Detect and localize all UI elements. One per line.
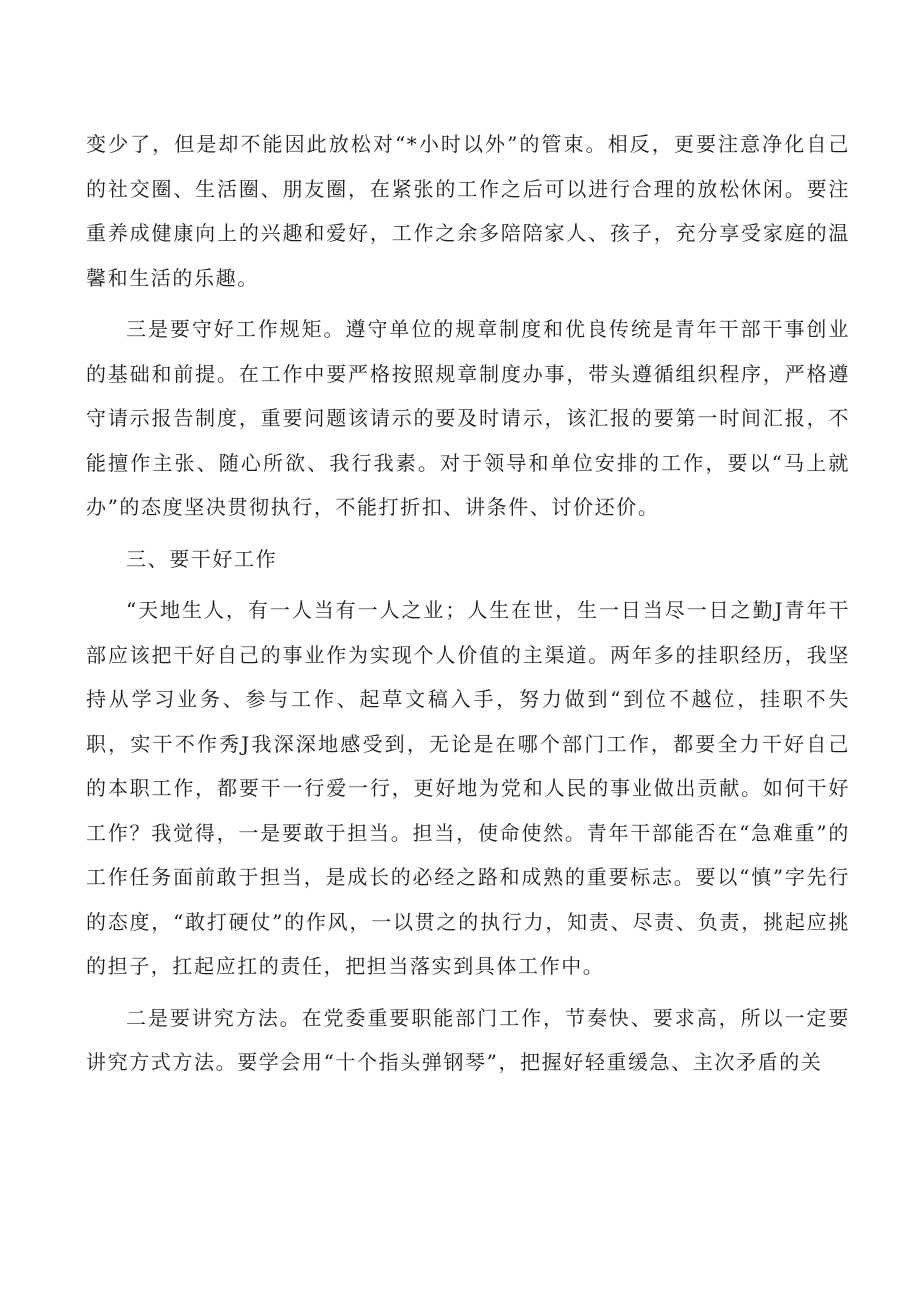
section-heading: 三、要干好工作 (126, 546, 278, 571)
paragraph-do-work-well: “天地生人，有一人当有一人之业；人生在世，生一日当尽一日之勤J青年干部应该把干好自己的事业作为实现个人价值的主渠道。两年多的挂职经历，我坚持从学习业务、参与工作、起草文稿入手，努力做到“到位不越位，挂职不失职，实干不作秀J我深深地感受到，无论是在哪个部门工作，都要全力干好自己的本职工作，都要干一行爱一行，更好地为党和人民的事业做出贡献。如何干好工作？我觉得，一是要敢于担当。担当，使命使然。青年干部能否在“急难重”的工作任务面前敢于担当，是成长的必经之路和成熟的重要标志。要以“慎”字先行的态度，“敢打硬仗”的作风，一以贯之的执行力，知责、尽责、负责，挑起应挑的担子，扛起应扛的责任，把担当落实到具体工作中。 (86, 598, 850, 978)
paragraph-continuation: 变少了，但是却不能因此放松对“*小时以外”的管束。相反，更要注意净化自己的社交圈、生活圈、朋友圈，在紧张的工作之后可以进行合理的放松休闲。要注重养成健康向上的兴趣和爱好，工作之余多陪陪家人、孩子，充分享受家庭的温馨和生活的乐趣。 (86, 132, 850, 290)
paragraph-work-rules: 三是要守好工作规矩。遵守单位的规章制度和优良传统是青年干部干事创业的基础和前提。在工作中要严格按照规章制度办事，带头遵循组织程序，严格遵守请示报告制度，重要问题该请示的要及时请示，该汇报的要第一时间汇报，不能擅作主张、随心所欲、我行我素。对于领导和单位安排的工作，要以“马上就办”的态度坚决贯彻执行，不能打折扣、讲条件、讨价还价。 (86, 317, 850, 519)
document-body (86, 122, 850, 1085)
paragraph-methods: 二是要讲究方法。在党委重要职能部门工作，节奏快、要求高，所以一定要讲究方式方法。要学会用“十个指头弹钢琴”，把握好轻重缓急、主次矛盾的关 (86, 1005, 850, 1074)
